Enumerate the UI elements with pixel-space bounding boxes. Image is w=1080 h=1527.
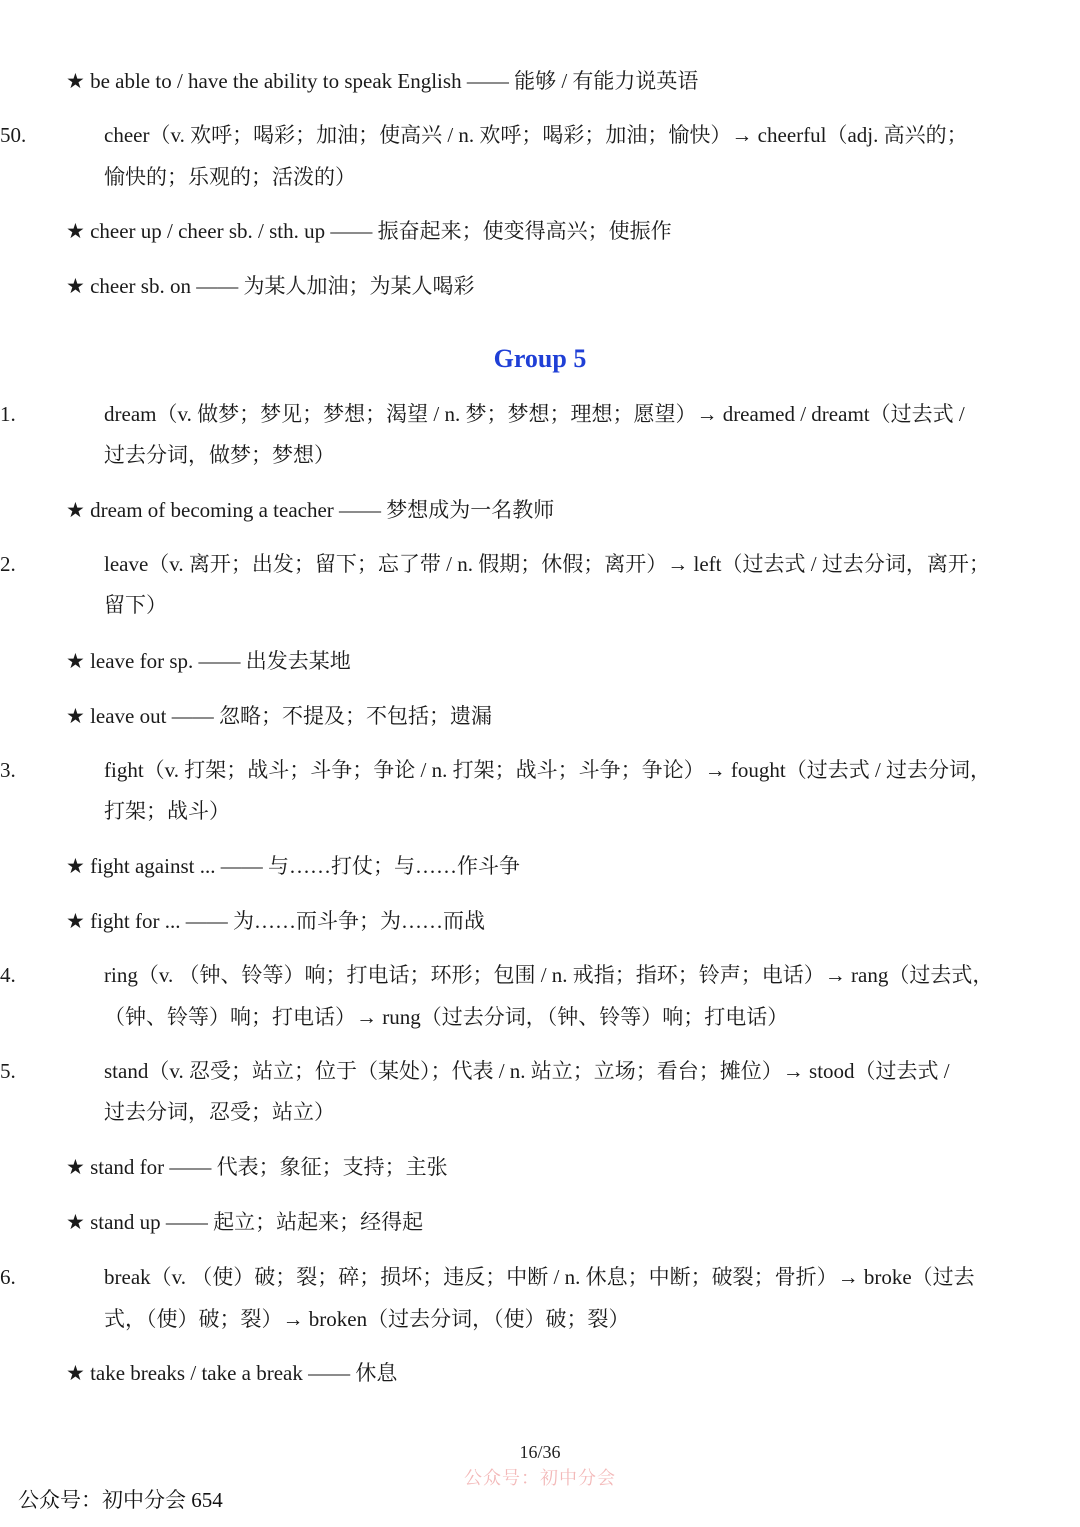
entry-1	[0, 399, 38, 429]
entry-text-continued: 打架；战斗）	[104, 799, 230, 823]
entry-text-continued: 留下）	[104, 593, 167, 617]
entry-50	[0, 120, 38, 150]
entry-text-continued: 过去分词，做梦；梦想）	[104, 443, 335, 467]
phrase-line: ★ fight against ... —— 与……打仗；与……作斗争	[66, 854, 520, 878]
entry-text-continued: 过去分词，忍受；站立）	[104, 1100, 335, 1124]
phrase-line: ★ dream of becoming a teacher —— 梦想成为一名教师	[66, 498, 555, 522]
phrase-line: ★ fight for ... —— 为……而斗争；为……而战	[66, 909, 485, 933]
phrase-line: ★ be able to / have the ability to speak English —— 能够 / 有能力说英语	[66, 69, 699, 93]
entry-4	[0, 960, 38, 990]
phrase-line: ★ leave for sp. —— 出发去某地	[66, 649, 351, 673]
entry-3	[0, 755, 38, 785]
phrase-line: ★ take breaks / take a break —— 休息	[66, 1361, 398, 1385]
entry-5	[0, 1056, 38, 1086]
page-number: 16/36	[519, 1442, 561, 1462]
phrase-line: ★ cheer sb. on —— 为某人加油；为某人喝彩	[66, 274, 475, 298]
entry-text: leave（v. 离开；出发；留下；忘了带 / n. 假期；休假；离开）→ left（过去式 / 过去分词，离开；	[104, 552, 990, 576]
entry-number: 6.	[0, 1265, 16, 1289]
entry-text: stand（v. 忍受；站立；位于（某处）；代表 / n. 站立；立场；看台；摊位）→ stood（过去式 /	[104, 1059, 950, 1083]
entry-number: 1.	[0, 402, 16, 426]
entry-number: 50.	[0, 123, 27, 147]
entry-number: 3.	[0, 758, 16, 782]
group-heading: Group 5	[493, 344, 587, 373]
entry-number: 2.	[0, 552, 16, 576]
phrase-line: ★ stand up —— 起立；站起来；经得起	[66, 1210, 424, 1234]
footer-account-label: 公众号：初中分会 654	[18, 1488, 223, 1512]
entry-number: 4.	[0, 963, 16, 987]
entry-text: fight（v. 打架；战斗；斗争；争论 / n. 打架；战斗；斗争；争论）→ fought（过去式 / 过去分词，	[104, 758, 992, 782]
phrase-line: ★ leave out —— 忽略；不提及；不包括；遗漏	[66, 704, 492, 728]
phrase-line: ★ cheer up / cheer sb. / sth. up —— 振奋起来；使变得高兴；使振作	[66, 219, 672, 243]
entry-text-continued: （钟、铃等）响；打电话）→ rung（过去分词，（钟、铃等）响；打电话）	[104, 1005, 789, 1029]
entry-number: 5.	[0, 1059, 16, 1083]
watermark: 公众号：初中分会	[464, 1468, 616, 1488]
entry-text: break（v. （使）破；裂；碎；损坏；违反；中断 / n. 休息；中断；破裂；骨折）→ broke（过去	[104, 1265, 975, 1289]
entry-2	[0, 549, 38, 579]
entry-6	[0, 1262, 38, 1292]
entry-text-continued: 愉快的；乐观的；活泼的）	[104, 165, 356, 189]
phrase-line: ★ stand for —— 代表；象征；支持；主张	[66, 1155, 448, 1179]
entry-text: ring（v. （钟、铃等）响；打电话；环形；包围 / n. 戒指；指环；铃声；电话）→ rang（过去式，	[104, 963, 994, 987]
entry-text: dream（v. 做梦；梦见；梦想；渴望 / n. 梦；梦想；理想；愿望）→ dreamed / dreamt（过去式 /	[104, 402, 965, 426]
entry-text-continued: 式，（使）破；裂）→ broken（过去分词，（使）破；裂）	[104, 1307, 630, 1331]
entry-text: cheer（v. 欢呼；喝彩；加油；使高兴 / n. 欢呼；喝彩；加油；愉快）→ cheerful（adj. 高兴的；	[104, 123, 968, 147]
